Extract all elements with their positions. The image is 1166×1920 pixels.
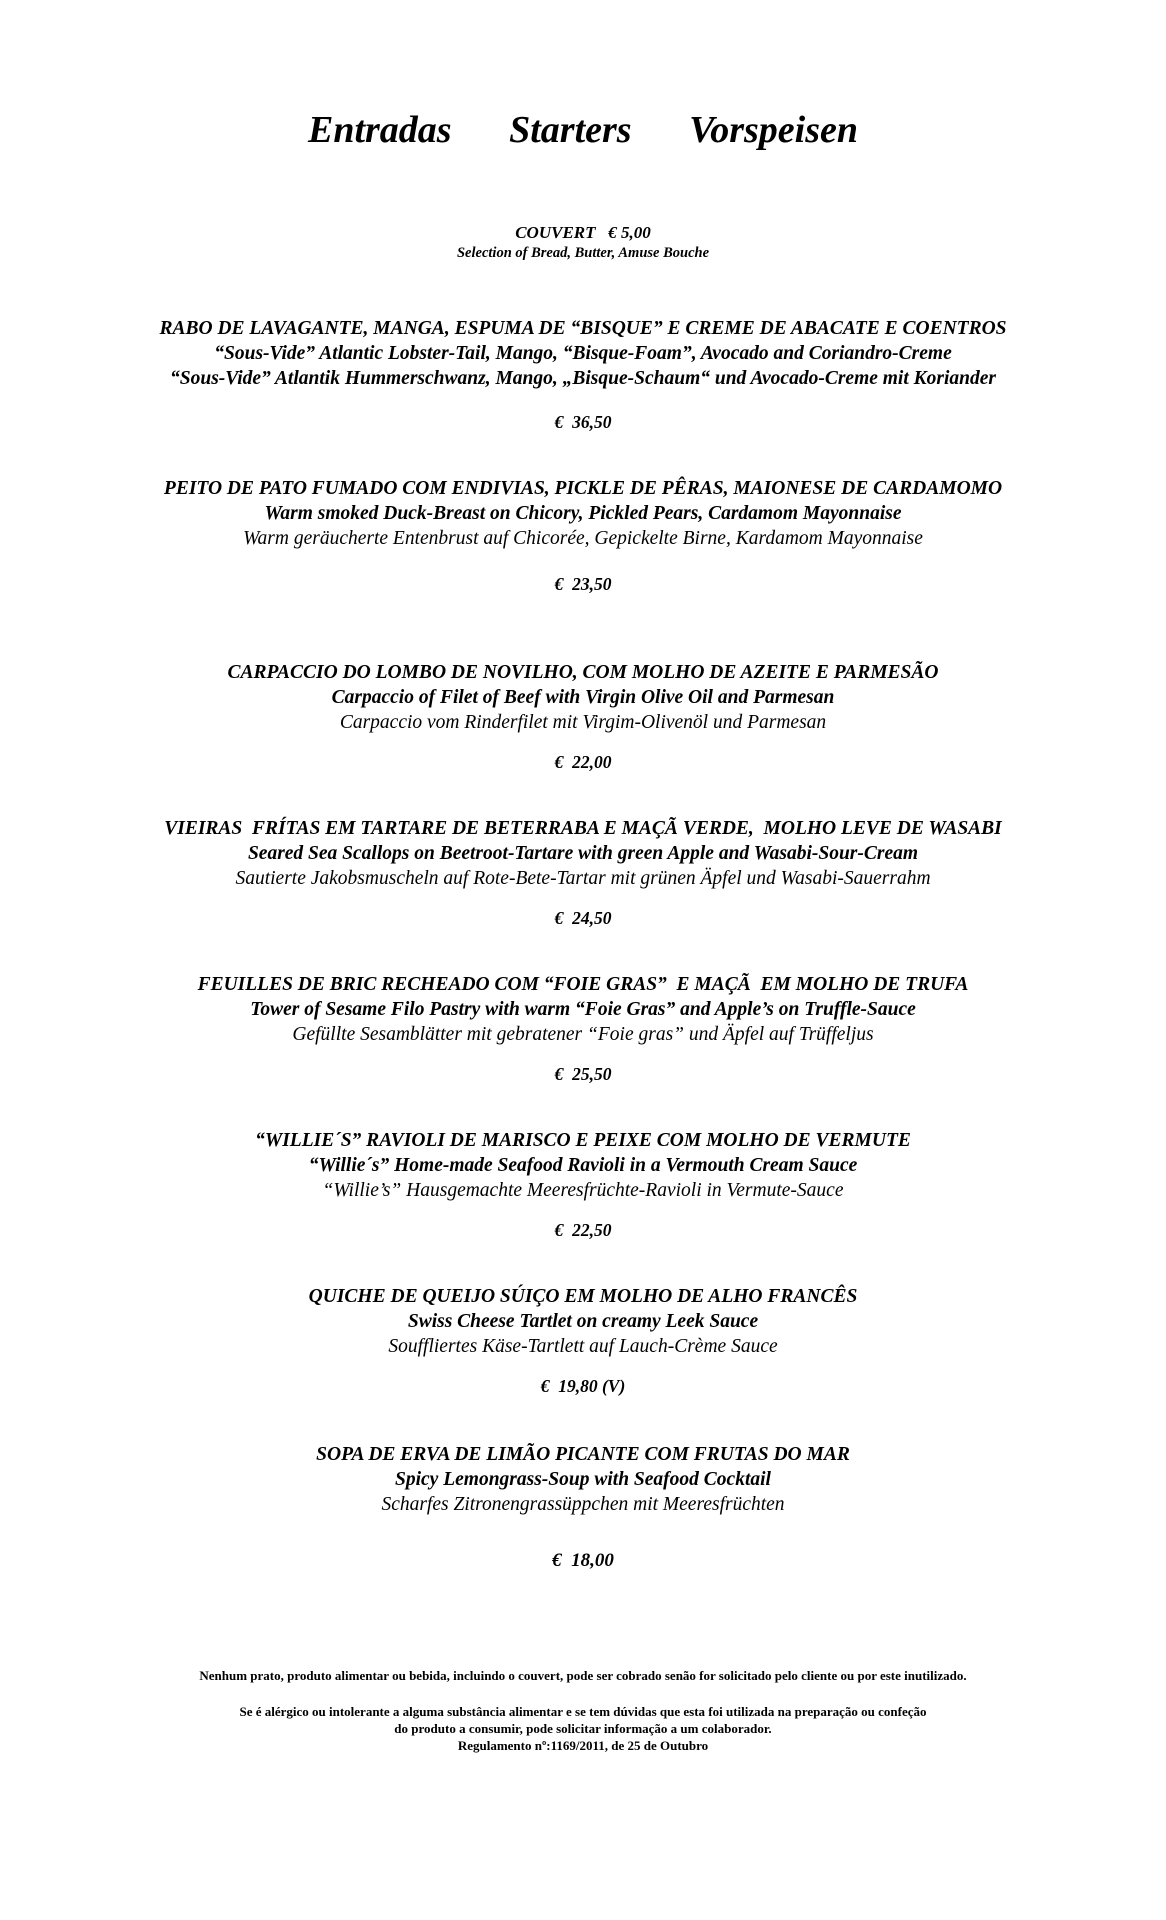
- dish-name-english: Warm smoked Duck-Breast on Chicory, Pickled Pears, Cardamom Mayonnaise: [264, 503, 902, 524]
- menu-item: [0, 1284, 1166, 1359]
- footer-notice: Nenhum prato, produto alimentar ou bebida, incluindo o couvert, pode ser cobrado senão for solicitado pelo cliente ou por este inutilizado.: [199, 1668, 967, 1683]
- dish-name-portuguese: “WILLIE´S” RAVIOLI DE MARISCO E PEIXE COM MOLHO DE VERMUTE: [255, 1130, 911, 1151]
- menu-item: [0, 816, 1166, 891]
- dish-name-english: Carpaccio of Filet of Beef with Virgin Olive Oil and Parmesan: [331, 687, 835, 708]
- dish-name-portuguese: PEITO DE PATO FUMADO COM ENDIVIAS, PICKLE DE PÊRAS, MAIONESE DE CARDAMOMO: [163, 478, 1003, 499]
- dish-name-portuguese: SOPA DE ERVA DE LIMÃO PICANTE COM FRUTAS DO MAR: [316, 1444, 850, 1465]
- dish-name-portuguese: FEUILLES DE BRIC RECHEADO COM “FOIE GRAS” E MAÇÃ EM MOLHO DE TRUFA: [197, 974, 969, 995]
- menu-item: [0, 1128, 1166, 1203]
- couvert-description: Selection of Bread, Butter, Amuse Bouche: [456, 245, 710, 261]
- dish-price: € 18,00: [552, 1550, 614, 1571]
- dish-name-english: “Sous-Vide” Atlantic Lobster-Tail, Mango, “Bisque-Foam”, Avocado and Coriandro-Creme: [214, 343, 952, 364]
- dish-name-german: “Sous-Vide” Atlantik Hummerschwanz, Mango, „Bisque-Schaum“ und Avocado-Creme mit Koriander: [170, 368, 996, 389]
- allergen-notice: [0, 1703, 1166, 1754]
- dish-price: € 22,50: [554, 1220, 612, 1240]
- dish-price: € 22,00: [554, 752, 612, 772]
- dish-name-german: Carpaccio vom Rinderfilet mit Virgim-Olivenöl und Parmesan: [339, 712, 827, 733]
- couvert-section: [0, 222, 1166, 262]
- dish-name-english: Seared Sea Scallops on Beetroot-Tartare with green Apple and Wasabi-Sour-Cream: [247, 843, 919, 864]
- regulation-reference: Regulamento nº:1169/2011, de 25 de Outubro: [457, 1738, 709, 1753]
- dish-name-german: Sautierte Jakobsmuscheln auf Rote-Bete-Tartar mit grünen Äpfel und Wasabi-Sauerrahm: [235, 868, 931, 889]
- couvert-price: COUVERT € 5,00: [515, 223, 651, 242]
- dish-name-portuguese: CARPACCIO DO LOMBO DE NOVILHO, COM MOLHO DE AZEITE E PARMESÃO: [227, 662, 939, 683]
- dish-name-german: Scharfes Zitronengrassüppchen mit Meeresfrüchten: [381, 1494, 785, 1515]
- dish-name-english: Spicy Lemongrass-Soup with Seafood Cocktail: [395, 1469, 771, 1490]
- menu-item: [0, 476, 1166, 551]
- dish-name-german: Gefüllte Sesamblätter mit gebratener “Foie gras” und Äpfel auf Trüffeljus: [292, 1024, 874, 1045]
- title-german: Vorspeisen: [689, 109, 859, 151]
- allergen-notice-line: Se é alérgico ou intolerante a alguma substância alimentar e se tem dúvidas que esta foi utilizada na preparação ou confeção: [239, 1704, 927, 1719]
- page-title: [0, 108, 1166, 152]
- dish-name-english: “Willie´s” Home-made Seafood Ravioli in a Vermouth Cream Sauce: [308, 1155, 858, 1176]
- menu-item: [0, 660, 1166, 735]
- menu-item: [0, 1442, 1166, 1517]
- dish-price: € 36,50: [554, 412, 612, 432]
- dish-name-english: Tower of Sesame Filo Pastry with warm “Foie Gras” and Apple’s on Truffle-Sauce: [250, 999, 916, 1020]
- dish-name-german: Warm geräucherte Entenbrust auf Chicorée, Gepickelte Birne, Kardamom Mayonnaise: [243, 528, 923, 549]
- allergen-notice-line: do produto a consumir, pode solicitar informação a um colaborador.: [394, 1721, 772, 1736]
- title-portuguese: Entradas: [307, 109, 452, 151]
- dish-name-portuguese: VIEIRAS FRÍTAS EM TARTARE DE BETERRABA E MAÇÃ VERDE, MOLHO LEVE DE WASABI: [164, 818, 1002, 839]
- dish-name-german: “Willie’s” Hausgemachte Meeresfrüchte-Ravioli in Vermute-Sauce: [322, 1180, 844, 1201]
- dish-price: € 23,50: [554, 574, 612, 594]
- dish-name-portuguese: RABO DE LAVAGANTE, MANGA, ESPUMA DE “BISQUE” E CREME DE ABACATE E COENTROS: [159, 318, 1007, 339]
- title-english: Starters: [509, 109, 632, 151]
- dish-price: € 19,80 (V): [540, 1376, 626, 1396]
- dish-name-portuguese: QUICHE DE QUEIJO SÚIÇO EM MOLHO DE ALHO FRANCÊS: [308, 1286, 858, 1307]
- dish-price: € 25,50: [554, 1064, 612, 1084]
- dish-name-german: Souffliertes Käse-Tartlett auf Lauch-Crème Sauce: [388, 1336, 778, 1357]
- menu-item: [0, 316, 1166, 391]
- menu-item: [0, 972, 1166, 1047]
- dish-price: € 24,50: [554, 908, 612, 928]
- dish-name-english: Swiss Cheese Tartlet on creamy Leek Sauce: [407, 1311, 759, 1332]
